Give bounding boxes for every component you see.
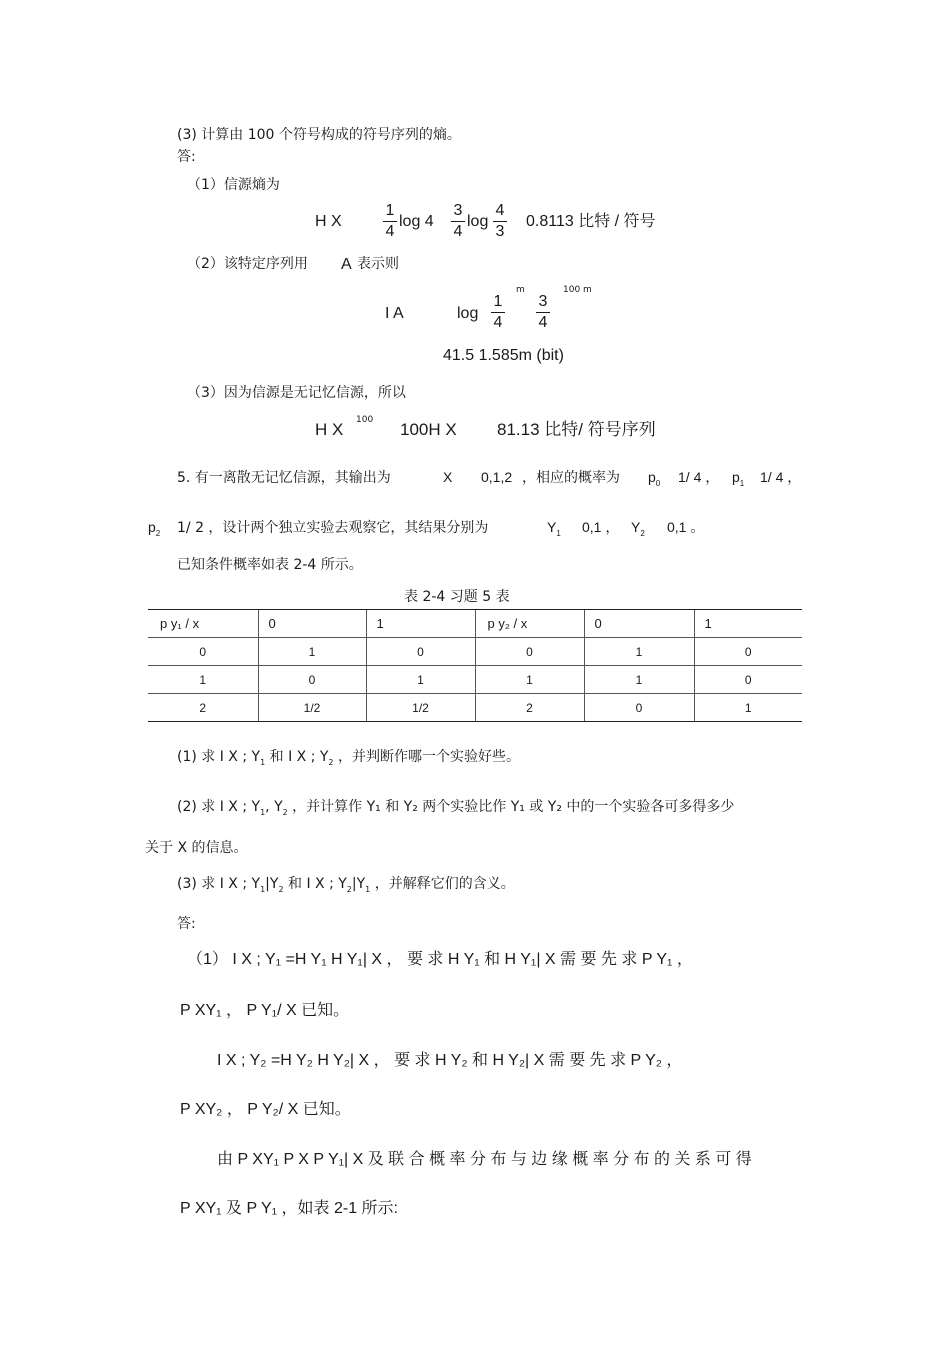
q5-Y1: $Y_1$	[547, 519, 561, 538]
eq2-sup-100m: 100 m	[563, 285, 592, 295]
q5-set: 0,1,2	[481, 469, 513, 485]
table-cell: 0	[584, 694, 694, 722]
step-1-text: （1）信源熵为	[187, 177, 280, 193]
table-cell: 0	[366, 638, 475, 666]
table-cell: 2	[475, 694, 584, 722]
eq2-sup-m: m	[516, 285, 525, 295]
answer-1-line-4: P XY₂ ， P Y₂/ X 已知。	[180, 1101, 351, 1118]
eq1-rhs: 0.8113 比特 / 符号	[526, 213, 656, 230]
table-row	[148, 694, 802, 722]
answer-label-2: 答:	[177, 916, 196, 932]
subquestion-1: (1) 求 I X ; $Y_1$ 和 I X ; $Y_2$ ，并判断作哪一个实验好些。	[177, 749, 520, 767]
table-header-cell: 0	[258, 610, 366, 638]
table-cell: 0	[258, 666, 366, 694]
q5-table-ref: 已知条件概率如表 2-4 所示。	[177, 557, 363, 573]
table-header-cell: p y₁ / x	[148, 610, 258, 638]
q5-Y2: $Y_2$	[631, 519, 645, 538]
eq1-fraction-3-4: 3 4	[450, 202, 466, 241]
q5-Y2-values: 0,1 。	[667, 519, 705, 535]
table-cell: 1/2	[366, 694, 475, 722]
q5-prob-text: ，相应的概率为	[522, 470, 620, 486]
subquestion-2: (2) 求 I X ; $Y_1$, $Y_2$ ，并计算作 Y₁ 和 Y₂ 两个实验比作 Y₁ 或 Y₂ 中的一个实验各可多得多少	[177, 799, 735, 817]
table-cell: 1	[694, 694, 802, 722]
eq3-lhs: H X	[315, 420, 344, 439]
eq2-result: 41.5 1.585m (bit)	[443, 347, 564, 364]
eq2-log: log	[457, 305, 479, 322]
eq1-fraction-1-4: 1 4	[382, 202, 398, 241]
table-cell: 2	[148, 694, 258, 722]
answer-1-line-3: I X ; Y₂ =H Y₂ H Y₂| X ， 要 求 H Y₂ 和 H Y₂| X 需 要 先 求 P Y₂ ，	[217, 1052, 683, 1069]
answer-1-line-1: （1） I X ; Y₁ =H Y₁ H Y₁| X ， 要 求 H Y₁ 和 H Y₁| X 需 要 先 求 P Y₁ ，	[187, 951, 693, 968]
table-cell: 0	[475, 638, 584, 666]
eq1-fraction-4-3: 4 3	[492, 202, 508, 241]
table-row	[148, 666, 802, 694]
q5-p2: $p_2$	[148, 519, 161, 538]
table-header-row	[148, 610, 802, 638]
table-cell: 0	[694, 638, 802, 666]
table-cell: 1	[475, 666, 584, 694]
table-cell: 0	[148, 638, 258, 666]
table-cell: 1	[584, 666, 694, 694]
q5-p1-value: 1/ 4 ，	[760, 469, 802, 485]
eq2-lhs: I A	[385, 305, 404, 322]
subquestion-3: (3) 求 I X ; $Y_1|Y_2$ 和 I X ; $Y_2|Y_1$ ，并解释它们的含义。	[177, 876, 515, 894]
subquestion-2-cont: 关于 X 的信息。	[145, 840, 248, 856]
table-cell: 1	[366, 666, 475, 694]
table-cell: 1	[258, 638, 366, 666]
table-cell: 1	[584, 638, 694, 666]
table-header-cell: p y₂ / x	[475, 610, 584, 638]
table-cell: 0	[694, 666, 802, 694]
table-cell: 1	[148, 666, 258, 694]
q5-p0-value: 1/ 4 ，	[678, 469, 720, 485]
answer-1-line-2: P XY₁ ， P Y₁/ X 已知。	[180, 1002, 350, 1019]
q5-p2-value: 1/ 2 ，设计两个独立实验去观察它，其结果分别为	[177, 520, 489, 536]
table-header-cell: 1	[366, 610, 475, 638]
eq3-rhs: 81.13 比特/ 符号序列	[497, 420, 656, 439]
eq1-lhs: H X	[315, 213, 342, 230]
step-3-text: （3）因为信源是无记忆信源，所以	[187, 385, 406, 401]
q5-intro: 5. 有一离散无记忆信源，其输出为	[177, 470, 391, 486]
eq2-fraction-1-4: 1 4	[490, 293, 506, 332]
q5-X: X	[443, 469, 453, 485]
step-2-text: （2）该特定序列用	[187, 256, 308, 272]
eq3-mid: 100H X	[400, 420, 457, 439]
q5-p0: $p_0$	[648, 469, 661, 488]
table-header-cell: 0	[584, 610, 694, 638]
table-header-cell: 1	[694, 610, 802, 638]
answer-label: 答:	[177, 149, 196, 165]
table-row	[148, 638, 802, 666]
step-2-symbol-A: A	[341, 256, 352, 273]
q5-p1: $p_1$	[732, 469, 745, 488]
eq2-fraction-3-4: 3 4	[535, 293, 551, 332]
eq1-log: log	[467, 213, 489, 230]
answer-1-line-6: P XY₁ 及 P Y₁ ，如表 2-1 所示:	[180, 1200, 398, 1217]
eq1-log4: log 4	[399, 213, 434, 230]
answer-1-line-5: 由 P XY₁ P X P Y₁| X 及 联 合 概 率 分 布 与 边 缘 概 率 分 布 的 关 系 可 得	[217, 1151, 752, 1168]
question-3: (3) 计算由 100 个符号构成的符号序列的熵。	[177, 127, 461, 143]
table-caption: 表 2-4 习题 5 表	[404, 589, 510, 605]
step-2-tail: 表示则	[357, 256, 399, 272]
eq3-sup: 100	[356, 415, 374, 425]
table-cell: 1/2	[258, 694, 366, 722]
q5-Y1-values: 0,1 ，	[582, 519, 620, 535]
conditional-probability-table	[148, 609, 802, 722]
